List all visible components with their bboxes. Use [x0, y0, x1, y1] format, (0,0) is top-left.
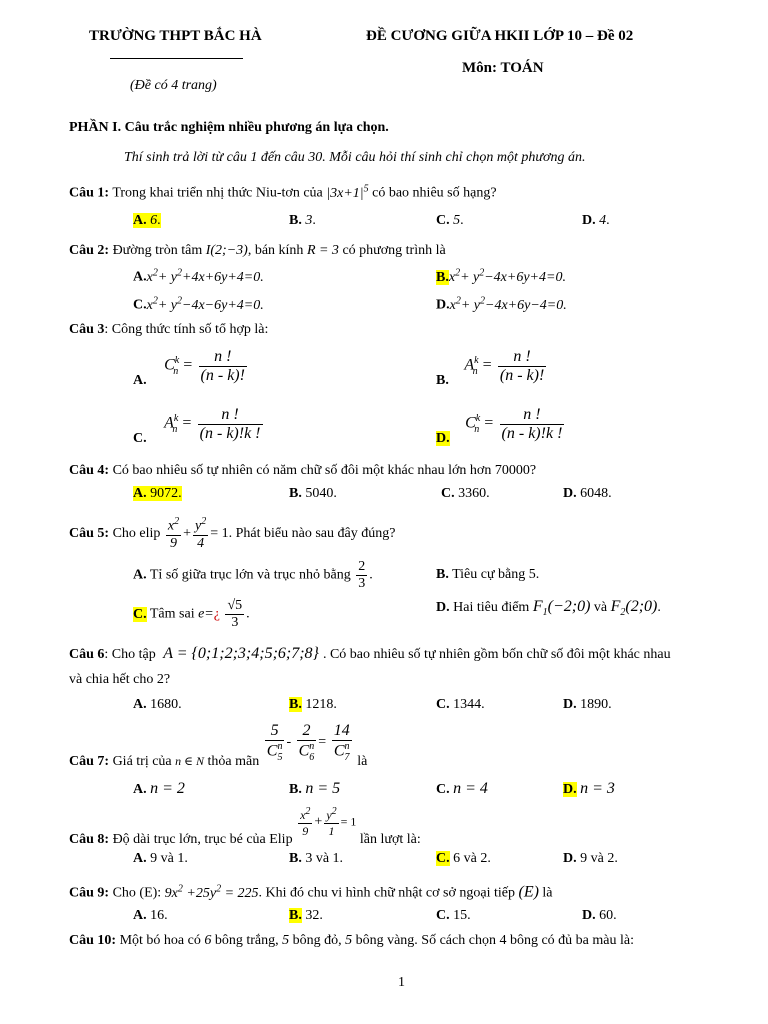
q9-option-d[interactable]: D. 60.	[582, 908, 617, 923]
question-6: Câu 6: Cho tập A = {0;1;2;3;4;5;6;7;8} . Có bao nhiêu số tự nhiên gồm bốn chữ số đôi một khác nhau	[69, 645, 671, 662]
q5-option-b[interactable]: B. Tiêu cự bằng 5.	[436, 567, 540, 582]
question-6-line2: và chia hết cho 2?	[69, 672, 171, 687]
q3-option-c[interactable]: C. $A^k_n$ = $\frac{n !}{(n - k)!k !}$	[133, 406, 261, 446]
q2-option-d[interactable]: $D.x^2+ y^2-4x+6y-4=0$.	[436, 295, 567, 313]
q7-option-a[interactable]: A. n = 2	[133, 780, 185, 797]
q7-option-b[interactable]: B. n = 5	[289, 780, 341, 797]
pages-note: (Đề có 4 trang)	[130, 78, 217, 93]
question-9: Câu 9: Cho (E): $9x^2 +25y^2 = 225$. Khi đó chu vi hình chữ nhật cơ sở ngoại tiếp (E) là	[69, 883, 553, 901]
q6-option-d[interactable]: D. 1890.	[563, 697, 612, 712]
q8-option-a[interactable]: A. 9 và 1.	[133, 851, 188, 866]
question-4: Câu 4: Có bao nhiêu số tự nhiên có năm chữ số đôi một khác nhau lớn hơn 70000?	[69, 463, 537, 478]
q4-option-c[interactable]: C. 3360.	[441, 486, 490, 501]
q1-option-a[interactable]: A. 6.	[133, 213, 161, 228]
q8-option-c[interactable]: C. 6 và 2.	[436, 851, 491, 866]
q4-option-b[interactable]: B. 5040.	[289, 486, 337, 501]
q2-option-b[interactable]: $B.x^2+ y^2-4x+6y+4=0$.	[436, 267, 566, 285]
section-title: PHẦN I. Câu trắc nghiệm nhiều phương án lựa chọn.	[69, 120, 389, 135]
q1-option-c[interactable]: C. 5.	[436, 213, 464, 228]
q5-option-d[interactable]: D. Hai tiêu điểm $F_1(-2;0)$ và $F_2(2;0)$.	[436, 598, 661, 619]
document-title: ĐỀ CƯƠNG GIỮA HKII LỚP 10 – Đề 02	[366, 28, 634, 44]
question-2: Câu 2: Đường tròn tâm I(2;−3), bán kính R = 3 có phương trình là	[69, 243, 446, 258]
question-5: Câu 5: Cho elip $\frac{x^2}{9}$ + $\frac{y^2}{4}$ = 1. Phát biểu nào sau đây đúng?	[69, 516, 396, 551]
q9-option-c[interactable]: C. 15.	[436, 908, 471, 923]
question-7: Câu 7: Giá trị của n ∈ N thỏa mãn $\frac{5}{C^n_5}$ - $\frac{2}{C^n_6}$ = $\frac{14}{C^n_7}$ là	[69, 722, 368, 770]
q8-option-b[interactable]: B. 3 và 1.	[289, 851, 344, 866]
q1-option-b[interactable]: B. 3.	[289, 213, 316, 228]
q3-option-a[interactable]: A. $C^k_n$ = $\frac{n !}{(n - k)!}$	[133, 348, 245, 388]
header-rule	[110, 58, 243, 59]
q5-option-a[interactable]: A. Tỉ số giữa trục lớn và trục nhỏ bằng $\frac{2}{3}$ .	[133, 559, 373, 591]
q3-option-b[interactable]: B. $A^k_n$ = $\frac{n !}{(n - k)!}$	[436, 348, 545, 388]
q4-option-d[interactable]: D. 6048.	[563, 486, 612, 501]
school-name: TRƯỜNG THPT BẮC HÀ	[89, 28, 262, 44]
q4-option-a[interactable]: A. 9072.	[133, 486, 182, 501]
page-number: 1	[398, 975, 405, 990]
question-8: Câu 8: Độ dài trục lớn, trục bé của Elip $\frac{x^2}{9}$ + $\frac{y^2}{1}$ = 1 lần lượt là:	[69, 806, 421, 847]
q6-option-c[interactable]: C. 1344.	[436, 697, 485, 712]
question-1: Câu 1: Trong khai triển nhị thức Niu-tơn của $|3x+1|^5$ có bao nhiêu số hạng?	[69, 183, 497, 201]
q1-option-d[interactable]: D. 4.	[582, 213, 610, 228]
q6-option-b[interactable]: B. 1218.	[289, 697, 337, 712]
q2-option-a[interactable]: $A.x^2+ y^2+4x+6y+4=0$.	[133, 267, 264, 285]
subject: Môn: TOÁN	[462, 60, 544, 76]
q9-option-a[interactable]: A. 16.	[133, 908, 168, 923]
q8-option-d[interactable]: D. 9 và 2.	[563, 851, 618, 866]
q1-formula: $|3x+1|^5$	[326, 183, 369, 201]
q6-option-a[interactable]: A. 1680.	[133, 697, 182, 712]
q7-option-d[interactable]: D. n = 3	[563, 780, 615, 797]
question-3: Câu 3: Công thức tính số tổ hợp là:	[69, 322, 269, 337]
section-instruction: Thí sinh trả lời từ câu 1 đến câu 30. Mỗi câu hỏi thí sinh chỉ chọn một phương án.	[124, 150, 586, 165]
q5-option-c[interactable]: C. Tâm sai e=¿ $\frac{√5}{3}$ .	[133, 598, 250, 630]
q7-option-c[interactable]: C. n = 4	[436, 780, 488, 797]
q3-option-d[interactable]: D. $C^k_n$ = $\frac{n !}{(n - k)!k !}$	[436, 406, 563, 446]
q9-option-b[interactable]: B. 32.	[289, 908, 323, 923]
q2-option-c[interactable]: $C.x^2+ y^2-4x-6y+4=0$.	[133, 295, 264, 313]
question-10: Câu 10: Một bó hoa có 6 bông trắng, 5 bông đỏ, 5 bông vàng. Số cách chọn 4 bông có đủ ba màu là:	[69, 933, 634, 948]
